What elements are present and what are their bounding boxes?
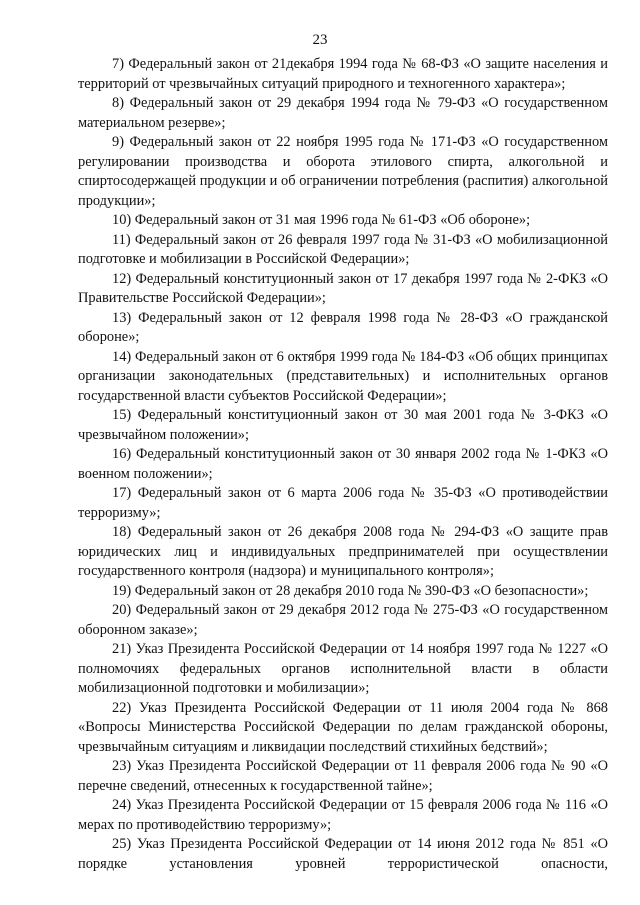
list-item: 12) Федеральный конституционный закон от 17 декабря 1997 года № 2-ФКЗ «О Правительстве Российской Федерации»; (78, 270, 608, 306)
list-item: 14) Федеральный закон от 6 октября 1999 года № 184-ФЗ «Об общих принципах организации законодательных (представительных) и исполнительных органов государственной власти субъектов Российской Федерации»; (78, 348, 608, 404)
legal-acts-list (78, 55, 608, 874)
list-item: 8) Федеральный закон от 29 декабря 1994 года № 79-ФЗ «О государственном материальном резерве»; (78, 95, 608, 131)
page-number: 23 (312, 32, 328, 48)
list-item: 10) Федеральный закон от 31 мая 1996 года № 61-ФЗ «Об обороне»; (112, 212, 531, 228)
list-item: 9) Федеральный закон от 22 ноября 1995 года № 171-ФЗ «О государственном регулировании производства и оборота этилового спирта, алкогольной и спиртосодержащей продукции и об ограничении потребления (распития) алкогольной продукции»; (78, 134, 608, 209)
list-item: 21) Указ Президента Российской Федерации от 14 ноября 1997 года № 1227 «О полномочиях федеральных органов исполнительной власти в области мобилизационной подготовки и мобилизации»; (78, 641, 608, 696)
list-item: 15) Федеральный конституционный закон от 30 мая 2001 года № 3-ФКЗ «О чрезвычайном положении»; (78, 407, 608, 443)
list-item: 18) Федеральный закон от 26 декабря 2008 года № 294-ФЗ «О защите прав юридических лиц и индивидуальных предпринимателей при осуществлении государственного контроля (надзора) и муниципального контроля»; (78, 524, 608, 579)
list-item: 11) Федеральный закон от 26 февраля 1997 года № 31-ФЗ «О мобилизационной подготовке и мобилизации в Российской Федерации»; (78, 231, 608, 267)
list-item: 25) Указ Президента Российской Федерации от 14 июня 2012 года № 851 «О порядке установления уровней террористической опасности, (78, 836, 608, 872)
list-item: 24) Указ Президента Российской Федерации от 15 февраля 2006 года № 116 «О мерах по противодействию терроризму»; (78, 797, 608, 833)
list-item: 13) Федеральный закон от 12 февраля 1998 года № 28-ФЗ «О гражданской обороне»; (78, 309, 608, 345)
list-item: 22) Указ Президента Российской Федерации от 11 июля 2004 года № 868 «Вопросы Министерства Российской Федерации по делам гражданской обороны, чрезвычайным ситуациям и ликвидации последствий стихийных бедствий»; (78, 699, 608, 755)
list-item: 17) Федеральный закон от 6 марта 2006 года № 35-ФЗ «О противодействии терроризму»; (78, 485, 608, 521)
list-item: 19) Федеральный закон от 28 декабря 2010 года № 390-ФЗ «О безопасности»; (112, 582, 589, 599)
list-item: 7) Федеральный закон от 21декабря 1994 года № 68-ФЗ «О защите населения и территорий от чрезвычайных ситуаций природного и техногенного характера»; (78, 56, 608, 92)
list-item: 23) Указ Президента Российской Федерации от 11 февраля 2006 года № 90 «О перечне сведений, отнесенных к государственной тайне»; (78, 758, 608, 794)
list-item: 20) Федеральный закон от 29 декабря 2012 года № 275-ФЗ «О государственном оборонном заказе»; (78, 602, 608, 638)
list-item: 16) Федеральный конституционный закон от 30 января 2002 года № 1-ФКЗ «О военном положении»; (78, 446, 608, 482)
